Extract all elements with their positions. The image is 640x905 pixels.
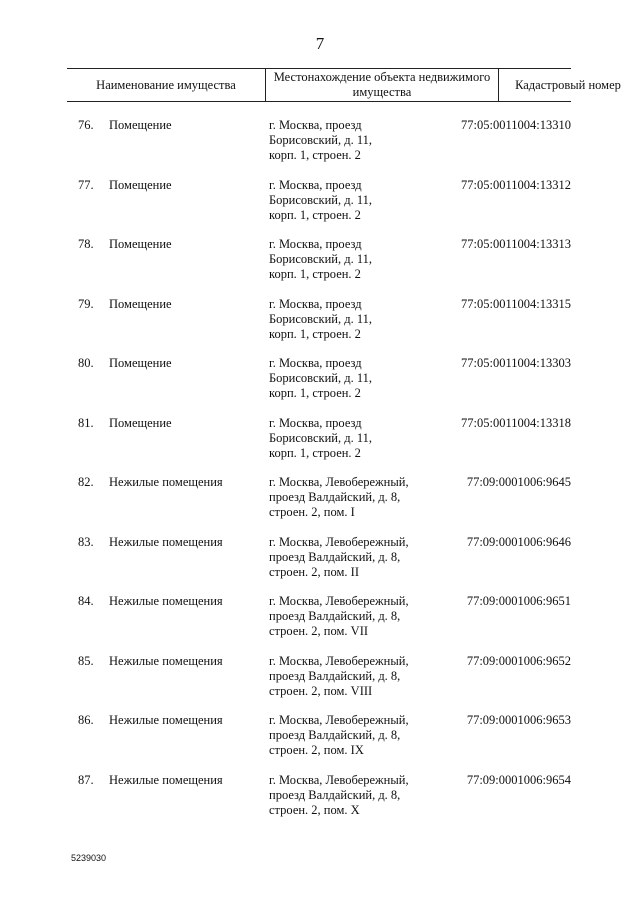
row-cadastral-number: 77:05:0011004:13313 xyxy=(461,237,571,251)
row-property-name: Нежилые помещения xyxy=(109,475,223,489)
location-line: г. Москва, Левобережный, xyxy=(269,534,409,549)
row-location xyxy=(269,475,439,520)
table-row xyxy=(67,356,571,416)
row-property-name: Помещение xyxy=(109,296,172,311)
row-location xyxy=(269,178,439,223)
location-line: проезд Валдайский, д. 8, xyxy=(269,787,401,802)
location-line: Борисовский, д. 11, xyxy=(269,311,373,326)
location-line: г. Москва, проезд xyxy=(269,177,362,192)
location-line: Борисовский, д. 11, xyxy=(269,192,373,207)
table-row xyxy=(67,654,571,714)
location-line: проезд Валдайский, д. 8, xyxy=(269,549,401,564)
location-line: проезд Валдайский, д. 8, xyxy=(269,490,401,504)
location-line: г. Москва, проезд xyxy=(269,296,362,311)
location-line: строен. 2, пом. X xyxy=(269,802,360,817)
row-location xyxy=(269,713,439,758)
row-location xyxy=(269,297,439,342)
document-code: 5239030 xyxy=(71,853,107,863)
row-number: 87. xyxy=(78,772,94,787)
location-line: проезд Валдайский, д. 8, xyxy=(269,668,401,683)
row-cadastral-number: 77:09:0001006:9651 xyxy=(466,594,571,608)
row-cadastral-number: 77:05:0011004:13312 xyxy=(461,177,571,192)
table-header xyxy=(67,68,621,102)
row-number: 81. xyxy=(78,415,94,430)
location-line: г. Москва, Левобережный, xyxy=(269,594,409,608)
location-line: корп. 1, строен. 2 xyxy=(269,207,361,222)
location-line: г. Москва, Левобережный, xyxy=(269,772,409,787)
row-cadastral-number: 77:09:0001006:9653 xyxy=(466,713,571,727)
row-location xyxy=(269,535,439,580)
table-row xyxy=(67,773,571,833)
table-row xyxy=(67,237,571,297)
row-property-name: Нежилые помещения xyxy=(109,653,223,668)
location-line: строен. 2, пом. VIII xyxy=(269,683,373,698)
row-number: 80. xyxy=(78,356,94,370)
location-line: г. Москва, проезд xyxy=(269,237,362,251)
location-line: строен. 2, пом. II xyxy=(269,564,359,579)
row-location xyxy=(269,416,439,461)
row-location xyxy=(269,118,439,163)
location-line: корп. 1, строен. 2 xyxy=(269,267,361,281)
table-row xyxy=(67,297,571,357)
location-line: г. Москва, Левобережный, xyxy=(269,475,409,489)
row-location xyxy=(269,356,439,401)
header-location: Местонахождение объекта недвижимого имущества xyxy=(265,69,499,101)
row-property-name: Помещение xyxy=(109,356,172,370)
location-line: Борисовский, д. 11, xyxy=(269,252,373,266)
row-property-name: Помещение xyxy=(109,415,172,430)
row-cadastral-number: 77:05:0011004:13318 xyxy=(461,415,571,430)
table-row xyxy=(67,535,571,595)
table-row xyxy=(67,178,571,238)
location-line: Борисовский, д. 11, xyxy=(269,430,373,445)
row-number: 83. xyxy=(78,534,94,549)
header-cadastral: Кадастровый номер xyxy=(515,77,621,92)
row-cadastral-number: 77:05:0011004:13303 xyxy=(461,356,571,370)
row-number: 78. xyxy=(78,237,94,251)
location-line: г. Москва, проезд xyxy=(269,118,362,132)
row-cadastral-number: 77:05:0011004:13310 xyxy=(461,118,571,132)
header-name: Наименование имущества xyxy=(96,77,236,92)
page-number: 7 xyxy=(315,34,325,53)
row-number: 84. xyxy=(78,594,94,608)
row-property-name: Нежилые помещения xyxy=(109,772,223,787)
location-line: Борисовский, д. 11, xyxy=(269,371,373,385)
row-property-name: Помещение xyxy=(109,177,172,192)
location-line: проезд Валдайский, д. 8, xyxy=(269,728,401,742)
row-location xyxy=(269,773,439,818)
row-property-name: Нежилые помещения xyxy=(109,534,223,549)
location-line: г. Москва, проезд xyxy=(269,356,362,370)
location-line: строен. 2, пом. IX xyxy=(269,743,364,757)
row-number: 79. xyxy=(78,296,94,311)
table-row xyxy=(67,475,571,535)
table-row xyxy=(67,416,571,476)
location-line: корп. 1, строен. 2 xyxy=(269,326,361,341)
row-cadastral-number: 77:05:0011004:13315 xyxy=(461,296,571,311)
row-cadastral-number: 77:09:0001006:9652 xyxy=(466,653,571,668)
row-cadastral-number: 77:09:0001006:9646 xyxy=(466,534,571,549)
row-number: 82. xyxy=(78,475,94,489)
row-number: 77. xyxy=(78,177,94,192)
row-number: 86. xyxy=(78,713,94,727)
row-cadastral-number: 77:09:0001006:9645 xyxy=(466,475,571,489)
row-number: 76. xyxy=(78,118,94,132)
location-line: Борисовский, д. 11, xyxy=(269,133,373,147)
location-line: корп. 1, строен. 2 xyxy=(269,445,361,460)
row-property-name: Помещение xyxy=(109,237,172,251)
location-line: корп. 1, строен. 2 xyxy=(269,386,361,400)
row-cadastral-number: 77:09:0001006:9654 xyxy=(466,772,571,787)
table-row xyxy=(67,118,571,178)
row-property-name: Нежилые помещения xyxy=(109,594,223,608)
table-row xyxy=(67,713,571,773)
location-line: г. Москва, Левобережный, xyxy=(269,713,409,727)
row-location xyxy=(269,237,439,282)
location-line: проезд Валдайский, д. 8, xyxy=(269,609,401,623)
row-number: 85. xyxy=(78,653,94,668)
property-table xyxy=(67,68,621,817)
location-line: строен. 2, пом. VII xyxy=(269,624,369,638)
row-property-name: Помещение xyxy=(109,118,172,132)
location-line: строен. 2, пом. I xyxy=(269,505,355,519)
location-line: г. Москва, Левобережный, xyxy=(269,653,409,668)
row-location xyxy=(269,654,439,699)
row-location xyxy=(269,594,439,639)
location-line: г. Москва, проезд xyxy=(269,415,362,430)
location-line: корп. 1, строен. 2 xyxy=(269,148,361,162)
table-row xyxy=(67,594,571,654)
row-property-name: Нежилые помещения xyxy=(109,713,223,727)
